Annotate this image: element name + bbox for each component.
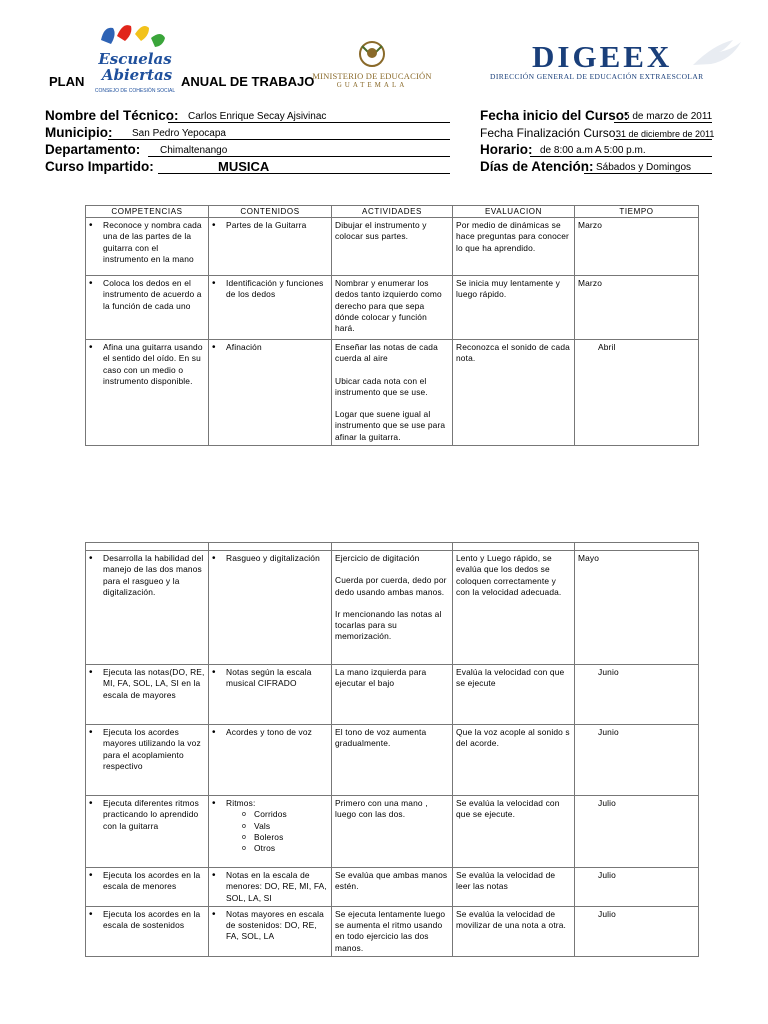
evaluacion-cell: Que la voz acople al sonido s del acorde. (456, 727, 570, 749)
evaluacion-cell: Se inicia muy lentamente y luego rápido. (456, 278, 560, 300)
municipio-value: San Pedro Yepocapa (132, 128, 226, 139)
plan-word: PLAN (49, 74, 85, 89)
horario-value: de 8:00 a.m A 5:00 p.m. (540, 145, 646, 156)
competencia-cell: • Ejecuta diferentes ritmos practicando lo aprendido con la guitarra (103, 798, 205, 832)
actividad-cell: Logar que suene igual al instrumento que se use para afinar la guitarra. (335, 409, 446, 442)
ministerio-line1: MINISTERIO DE EDUCACIÓN (312, 71, 432, 81)
table-row (86, 725, 699, 796)
actividad-cell: Se ejecuta lentamente luego se aumenta el ritmo usando en todo ejercicio las dos manos. (335, 908, 446, 953)
evaluacion-cell: Se evalúa la velocidad con que se ejecute. (456, 798, 560, 820)
actividad-cell: Ubicar cada nota con el instrumento que se use. (335, 375, 428, 397)
competencia-cell: • Coloca los dedos en el instrumento de acuerdo a la función de cada uno (103, 278, 205, 312)
tiempo-cell: Julio (598, 870, 616, 880)
tiempo-cell: Junio (598, 727, 619, 737)
escuelas-abiertas-logo (95, 22, 175, 97)
evaluacion-cell: Por medio de dinámicas se hace preguntas para conocer lo que ha aprendido. (456, 220, 569, 253)
contenido-cell: • Partes de la Guitarra (226, 220, 328, 231)
header-tiempo: TIEMPO (575, 206, 699, 218)
curso-label: Curso Impartido: (45, 159, 154, 174)
table-row (86, 340, 699, 446)
tiempo-cell: Abril (598, 342, 616, 352)
tiempo-cell: Julio (598, 908, 616, 919)
table-row (86, 551, 699, 665)
escuelas-sub-text: CONSEJO DE COHESIÓN SOCIAL (95, 88, 175, 94)
tiempo-cell: Mayo (578, 553, 600, 563)
contenido-cell: • Notas mayores en escala de sostenidos: DO, RE, FA, SOL, LA (226, 909, 328, 943)
competencia-cell: • Ejecuta los acordes en la escala de menores (103, 870, 205, 893)
evaluacion-cell: Reconozca el sonido de cada nota. (456, 342, 570, 364)
horario-label: Horario: (480, 142, 533, 157)
ritmo-subitem: o Vals (254, 821, 328, 832)
contenido-cell: • Afinación (226, 342, 328, 353)
tecnico-value: Carlos Enrique Secay Ajsivinac (188, 111, 327, 122)
curso-value: MUSICA (218, 159, 270, 174)
actividad-cell: Enseñar las notas de cada cuerda al aire (335, 342, 438, 364)
competencia-cell: • Ejecuta las notas(DO, RE, MI, FA, SOL, LA, SI en la escala de mayores (103, 667, 205, 701)
dias-label: Días de Atención: (480, 159, 594, 174)
contenido-cell: • Notas en la escala de menores: DO, RE, MI, FA, SOL, LA, SI (226, 870, 328, 904)
contenido-cell: • Rasgueo y digitalización (226, 553, 328, 564)
digeex-subtitle: DIRECCIÓN GENERAL DE EDUCACIÓN EXTRAESCOLAR (490, 72, 704, 81)
departamento-label: Departamento: (45, 142, 141, 157)
table-header-row (86, 206, 699, 218)
table-row (86, 276, 699, 340)
digeex-title: DIGEEX (532, 39, 673, 74)
ritmo-subitem: o Corridos (254, 809, 328, 820)
table-row (86, 796, 699, 868)
table-row (86, 665, 699, 725)
competencia-cell: • Ejecuta los acordes en la escala de sostenidos (103, 909, 205, 932)
actividad-cell: Dibujar el instrumento y colocar sus partes. (335, 220, 427, 242)
inicio-label: Fecha inicio del Curso: (480, 108, 629, 123)
ministerio-line2: GUATEMALA (336, 81, 408, 89)
header-competencias: COMPETENCIAS (86, 206, 209, 218)
departamento-value: Chimaltenango (160, 145, 228, 156)
table-row (86, 868, 699, 907)
plan-table-1 (85, 205, 699, 446)
ministerio-logo (312, 38, 432, 93)
fin-value: 31 de diciembre de 2011 (616, 129, 715, 139)
fin-label: Fecha Finalización Curso: (480, 126, 619, 140)
contenido-cell: Ritmos: (226, 798, 256, 808)
contenido-cell: • Notas según la escala musical CIFRADO (226, 667, 328, 690)
competencia-cell: • Desarrolla la habilidad del manejo de las dos manos para el rasgueo y la digitalización. (103, 553, 205, 598)
tiempo-cell: Marzo (578, 278, 603, 288)
dias-value: Sábados y Domingos (596, 162, 692, 173)
table-row (86, 218, 699, 276)
header-evaluacion: EVALUACION (453, 206, 575, 218)
inicio-value: 5 de marzo de 2011 (624, 111, 713, 122)
contenido-cell: • Identificación y funciones de los dedos (226, 278, 328, 301)
actividad-cell: Nombrar y enumerar los dedos tanto izquierdo como derecho para que sepa dónde colocar y función hará. (335, 278, 442, 334)
digeex-logo (488, 35, 758, 95)
competencia-cell: • Reconoce y nombra cada una de las partes de la guitarra con el instrumento en la mano (103, 220, 205, 265)
anual-word: ANUAL DE TRABAJO (181, 74, 315, 89)
competencia-cell: • Ejecuta los acordes mayores utilizando la voz para el acoplamiento respectivo (103, 727, 205, 772)
svg-text:Escuelas: Escuelas (98, 50, 172, 68)
evaluacion-cell: Se evalúa la velocidad de leer las notas (456, 870, 556, 892)
svg-text:Abiertas: Abiertas (101, 66, 173, 84)
header-contenidos: CONTENIDOS (209, 206, 332, 218)
evaluacion-cell: Se evalúa la velocidad de movilizar de una nota a otra. (456, 908, 567, 931)
competencia-cell: • Afina una guitarra usando el sentido del oído. En su caso con un medio o instrumento disponible. (103, 342, 205, 387)
tiempo-cell: Marzo (578, 220, 603, 230)
ritmo-subitem: o Otros (254, 843, 328, 854)
municipio-label: Municipio: (45, 125, 113, 140)
header-actividades: ACTIVIDADES (332, 206, 453, 218)
actividad-cell: Cuerda por cuerda, dedo por dedo usando ambas manos. (335, 575, 447, 597)
evaluacion-cell: Evalúa la velocidad con que se ejecute (456, 667, 565, 689)
actividad-cell: Primero con una mano , luego con las dos. (335, 798, 428, 820)
actividad-cell: La mano izquierda para ejecutar el bajo (335, 667, 427, 689)
contenido-cell: • Acordes y tono de voz (226, 727, 328, 738)
tecnico-label: Nombre del Técnico: (45, 108, 179, 123)
evaluacion-cell: Lento y Luego rápido, se evalúa que los dedos se coloquen correctamente y con la velocidad adecuada. (456, 553, 562, 597)
table-row (86, 906, 699, 956)
tiempo-cell: Junio (598, 667, 619, 677)
actividad-cell: El tono de voz aumenta gradualmente. (335, 727, 427, 749)
tiempo-cell: Julio (598, 798, 616, 808)
table-empty-header-row (86, 543, 699, 551)
plan-table-2 (85, 542, 699, 957)
actividad-cell: Se evalúa que ambas manos estén. (335, 870, 448, 892)
ritmo-subitem: o Boleros (254, 832, 328, 843)
actividad-cell: Ir mencionando las notas al tocarlas para su memorización. (335, 608, 442, 642)
actividad-cell: Ejercicio de digitación (335, 553, 420, 563)
